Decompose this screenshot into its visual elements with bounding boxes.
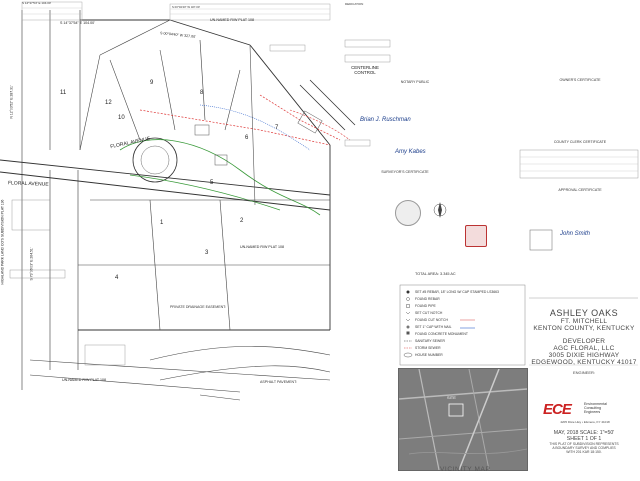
legend-item: FOUND CUT NOTCH xyxy=(415,318,448,322)
legend-item: STORM SEWER xyxy=(415,346,441,350)
sheet-number: SHEET 1 OF 1 xyxy=(566,436,602,442)
signature-two: Amy Kabes xyxy=(395,149,426,155)
vicinity-map-drawing xyxy=(399,369,527,470)
approval-heading: APPROVAL CERTIFICATE xyxy=(558,188,602,192)
legend-item: SANITARY SEWER xyxy=(415,339,445,343)
total-area: TOTAL AREA: 3.345 AC xyxy=(415,272,456,276)
bearing-left-lower: S 73°06'03" E 264.51' xyxy=(29,247,34,281)
vicinity-map-label: VICINITY MAP xyxy=(440,466,491,473)
lot-number: 4 xyxy=(115,275,119,281)
engineer-logo-letters: ECE xyxy=(543,401,571,418)
developer-street: 3005 DIXIE HIGHWAY xyxy=(548,352,620,359)
engineer-address: 4205 Dixie Hwy • Elsmere, KY 41018 xyxy=(560,420,610,424)
lot-number: 8 xyxy=(200,90,204,96)
lot-number: 7 xyxy=(275,125,279,131)
notary-heading: NOTARY PUBLIC xyxy=(400,80,430,84)
bearing-label-mid: S 00°04'40" W 327.00' xyxy=(159,31,196,39)
owner-heading: OWNER'S CERTIFICATE xyxy=(559,78,601,82)
notes-line1: THIS PLAT OF SUBDIVISION REPRESENTS xyxy=(549,442,619,446)
lot-number: 12 xyxy=(105,100,112,106)
engineer-logo-name xyxy=(584,402,607,415)
bearing-table-top: S 14°37'54" E 104.00' xyxy=(22,1,52,5)
legend-item: HOUSE NUMBER xyxy=(415,353,443,357)
notary-seal xyxy=(465,225,487,247)
developer-name: AGC FLORAL, LLC xyxy=(553,345,615,352)
legend-item: FOUND PIPE xyxy=(415,304,436,308)
bearing-left: N 12°03'52" E 287.31' xyxy=(9,85,14,119)
vicinity-site-label: SITE xyxy=(447,395,456,400)
centerline-control: CENTERLINE CONTROL xyxy=(351,65,379,75)
asphalt-pavement-heading: ASPHALT PAVEMENT: xyxy=(260,380,297,384)
project-county: KENTON COUNTY, KENTUCKY xyxy=(533,325,635,332)
engineer-name-line3: Engineers xyxy=(584,410,601,415)
private-drainage-heading: PRIVATE DRAINAGE EASEMENT: xyxy=(170,305,226,309)
notes-line2: A BOUNDARY SURVEY AND COMPLIES xyxy=(552,446,616,450)
legend-item: FOUND CONCRETE MONUMENT xyxy=(415,332,468,336)
bearing-table-mid: S 00°04'40" W 327.00' xyxy=(172,5,200,9)
street-floral-upper: FLORAL AVENUE xyxy=(109,135,151,151)
lot-number: 6 xyxy=(245,135,249,141)
title-block-footer xyxy=(530,430,638,454)
county-clerk-heading: COUNTY CLERK CERTIFICATE xyxy=(553,140,607,144)
engineer-name-line2: Consulting xyxy=(584,406,601,411)
street-floral-main: FLORAL AVENUE xyxy=(7,180,49,188)
engineer-name-line1: Environmental xyxy=(584,402,607,406)
lot-number: 2 xyxy=(240,218,244,224)
un-named-row-bottom: UN-NAMED R/W PLAT 108 xyxy=(62,378,106,382)
date-scale: MAY, 2018 SCALE: 1"=50' xyxy=(553,430,615,436)
un-named-row-right: UN-NAMED R/W PLAT 108 xyxy=(240,245,284,249)
signature-three: John Smith xyxy=(560,231,591,237)
surveyor-seal xyxy=(395,200,421,226)
lot-number: 11 xyxy=(60,90,67,96)
developer-city: EDGEWOOD, KENTUCKY 41017 xyxy=(531,359,637,366)
signature-one: Brian J. Ruschman xyxy=(360,117,411,123)
developer-heading: DEVELOPER xyxy=(562,338,606,345)
project-city: FT. MITCHELL xyxy=(560,318,608,325)
legend-item: SET #5 REBAR, 18" LONG W/ CAP STAMPED LS3663 xyxy=(415,290,499,294)
un-named-row-top: UN-NAMED R/W PLAT 108 xyxy=(210,18,254,22)
legend-item: SET CUT NOTCH xyxy=(415,311,443,315)
lot-number: 3 xyxy=(205,250,209,256)
lot-number: 1 xyxy=(160,220,164,226)
legend-item: SET 1" CAP WITH NAIL xyxy=(415,325,452,329)
engineer-logo xyxy=(537,398,633,424)
lot-number: 5 xyxy=(210,180,214,186)
lot-number: 10 xyxy=(118,115,125,121)
subdivision-left-lower: HIGHLAND PARK LAND CO'S SUBDIVISION PLAT 136 xyxy=(0,199,5,285)
legend-item: FOUND REBAR xyxy=(415,297,440,301)
engineer-heading: ENGINEER: xyxy=(572,370,595,375)
vicinity-map xyxy=(398,368,528,471)
surveyor-heading: SURVEYOR'S CERTIFICATE xyxy=(381,170,429,174)
lot-number: 9 xyxy=(150,80,154,86)
dedication-heading: DEDICATION xyxy=(345,2,364,6)
bearing-label-top: S 14°37'54" E 104.00' xyxy=(60,21,95,25)
notes-line3: WITH 201 KAR 18:150. xyxy=(566,450,602,454)
project-name: ASHLEY OAKS xyxy=(549,308,619,318)
